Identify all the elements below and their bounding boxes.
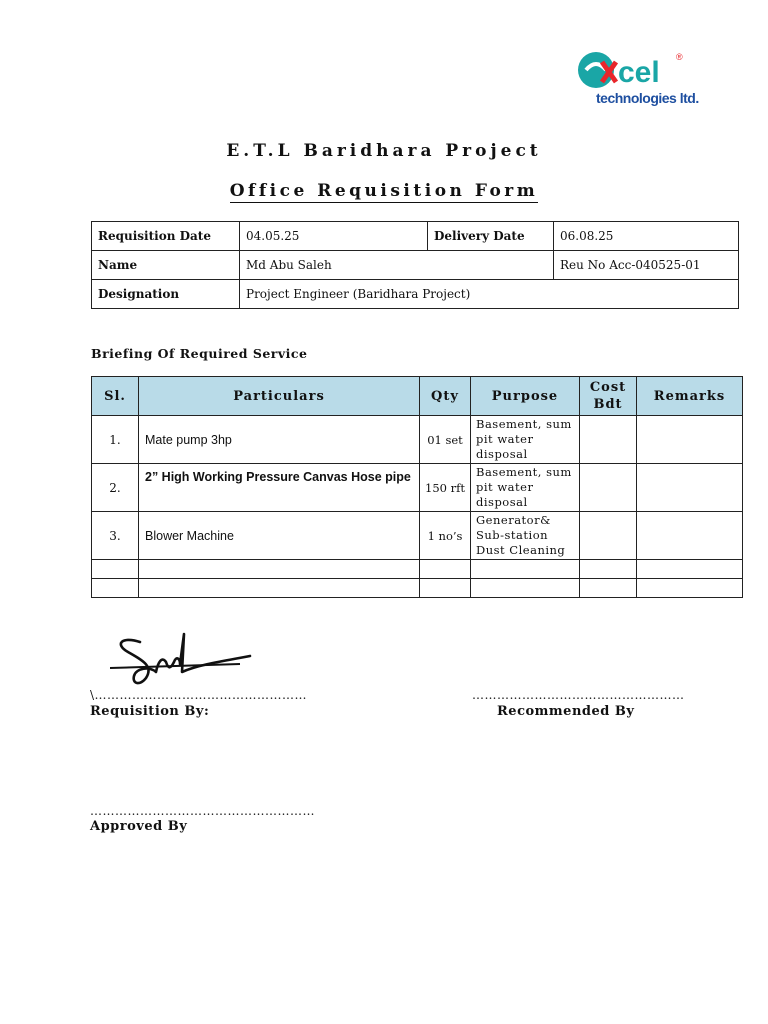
row-remarks — [637, 416, 743, 464]
row-purpose: Generator& Sub-station Dust Cleaning — [471, 512, 580, 560]
requisition-date-label: Requisition Date — [92, 222, 240, 251]
approved-by-label: Approved By — [90, 819, 188, 834]
briefing-title: Briefing Of Required Service — [91, 346, 308, 361]
row-qty: 150 rft — [420, 464, 471, 512]
svg-text:®: ® — [676, 52, 683, 62]
designation-value: Project Engineer (Baridhara Project) — [240, 280, 739, 309]
requisition-info-table — [91, 221, 739, 309]
header-sl: Sl. — [92, 377, 139, 416]
reference-number: Reu No Acc-040525-01 — [554, 251, 739, 280]
table-row — [92, 416, 743, 464]
recommended-by-label: Recommended By — [497, 704, 635, 719]
header-particulars: Particulars — [139, 377, 420, 416]
row-sl: 2. — [92, 464, 139, 512]
row-sl: 3. — [92, 512, 139, 560]
approved-signature-line: ……………………………………………… — [90, 804, 315, 818]
items-header-row — [92, 377, 743, 416]
header-purpose: Purpose — [471, 377, 580, 416]
row-particulars: 2” High Working Pressure Canvas Hose pipe — [139, 464, 420, 512]
items-table — [91, 376, 743, 598]
row-particulars: Mate pump 3hp — [139, 416, 420, 464]
row-cost — [580, 464, 637, 512]
row-sl: 1. — [92, 416, 139, 464]
logo-tagline: technologies ltd. — [596, 90, 699, 106]
name-value: Md Abu Saleh — [240, 251, 554, 280]
row-cost — [580, 512, 637, 560]
header-qty: Qty — [420, 377, 471, 416]
designation-label: Designation — [92, 280, 240, 309]
info-row-designation — [92, 280, 739, 309]
row-purpose: Basement, sum pit water disposal — [471, 416, 580, 464]
requisition-date-value: 04.05.25 — [240, 222, 428, 251]
row-qty: 1 no’s — [420, 512, 471, 560]
delivery-date-label: Delivery Date — [428, 222, 554, 251]
table-row-empty — [92, 579, 743, 598]
requisition-by-label: Requisition By: — [90, 704, 210, 719]
row-particulars: Blower Machine — [139, 512, 420, 560]
row-remarks — [637, 464, 743, 512]
project-title: E.T.L Baridhara Project — [226, 141, 542, 161]
row-qty: 01 set — [420, 416, 471, 464]
logo-brand-text: cel — [618, 56, 660, 89]
row-cost — [580, 416, 637, 464]
name-label: Name — [92, 251, 240, 280]
table-row — [92, 512, 743, 560]
info-row-date — [92, 222, 739, 251]
table-row — [92, 464, 743, 512]
handwritten-signature — [110, 622, 270, 692]
header-remarks: Remarks — [637, 377, 743, 416]
recommended-signature-line: …………………………………………… — [472, 688, 685, 702]
row-remarks — [637, 512, 743, 560]
row-purpose: Basement, sum pit water disposal — [471, 464, 580, 512]
header-cost: Cost Bdt — [580, 377, 637, 416]
delivery-date-value: 06.08.25 — [554, 222, 739, 251]
company-logo — [572, 48, 692, 118]
info-row-name — [92, 251, 739, 280]
requisition-signature-line: \…………………………………………… — [90, 688, 308, 702]
form-title: Office Requisition Form — [229, 181, 539, 201]
table-row-empty — [92, 560, 743, 579]
